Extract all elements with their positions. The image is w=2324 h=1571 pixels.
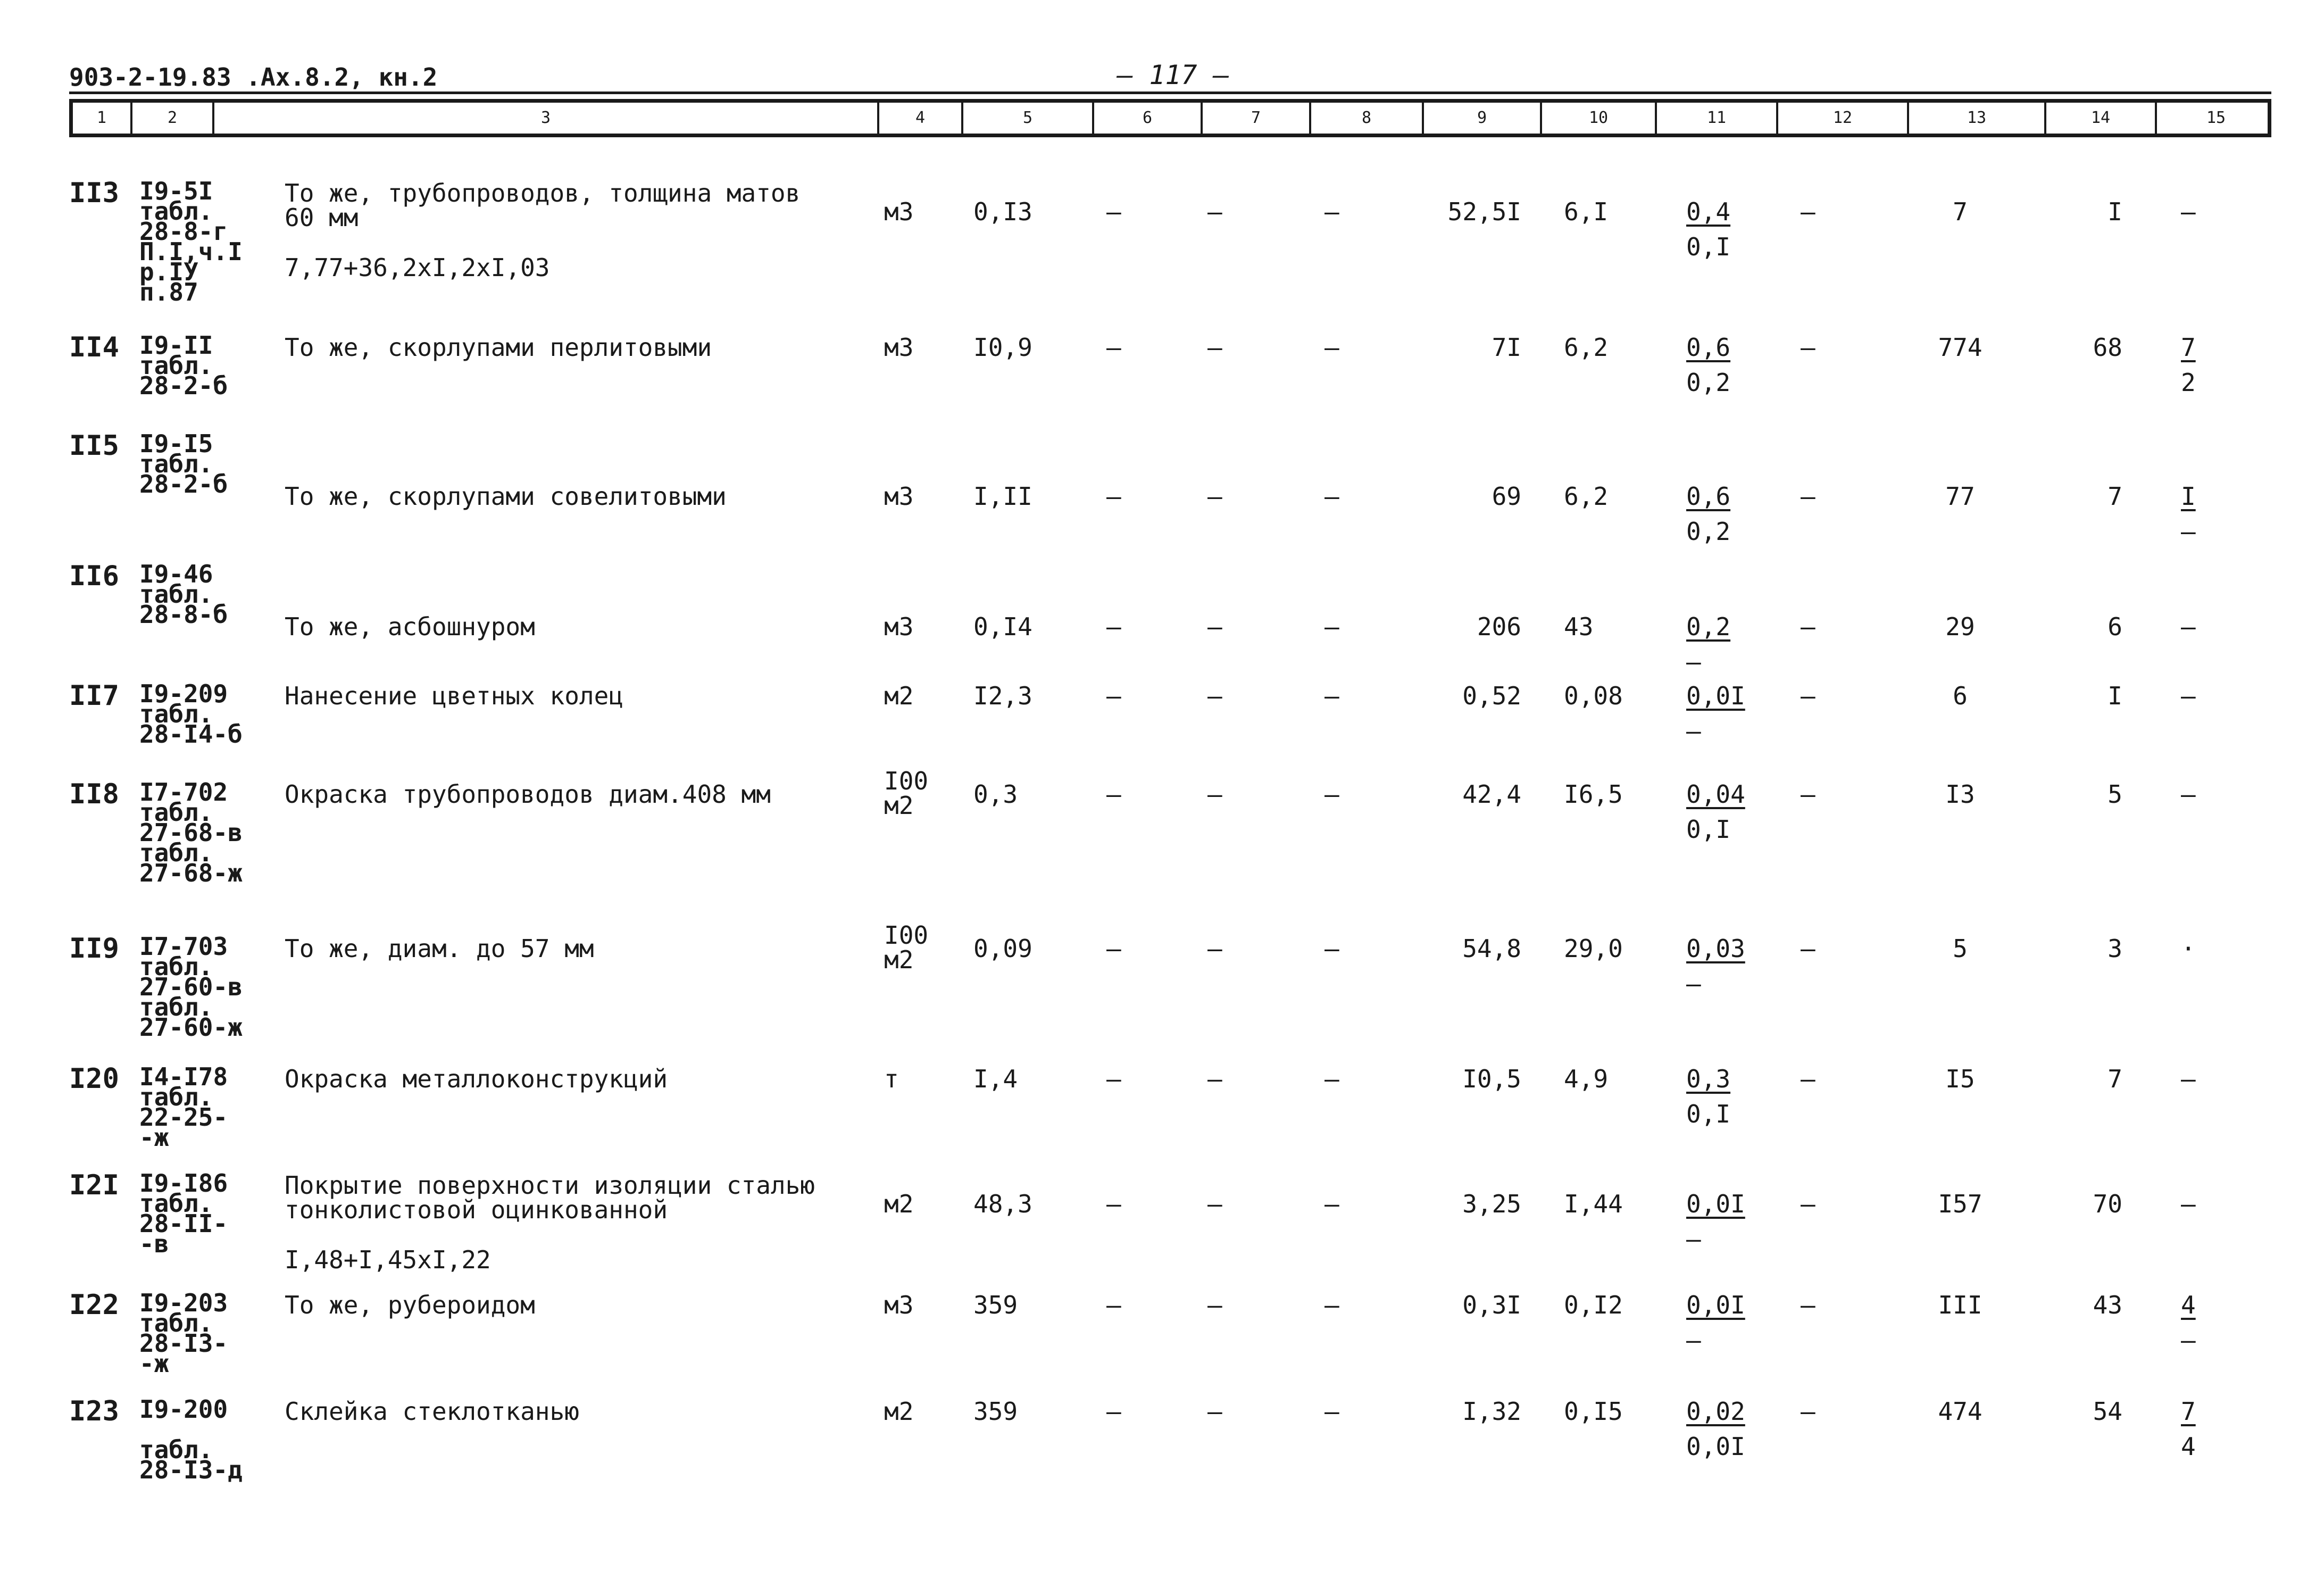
col14-value: 70 [2093,1190,2122,1218]
quantity: I0,9 [973,333,1032,362]
unit: м3 [884,612,914,641]
quantity: 0,I4 [973,612,1032,641]
row-number: II7 [69,680,119,712]
quantity: 0,09 [973,934,1032,963]
row-number: II8 [69,778,119,810]
col13-value: III [1938,1291,1983,1319]
col-head-6: 6 [1092,103,1201,134]
col13-value: 29 [1945,612,1975,641]
col7-value: – [1207,681,1222,710]
unit: м2 [884,1190,914,1218]
col11-numerator: 0,03 [1686,934,1745,963]
col12-value: – [1801,780,1815,809]
col12-value: – [1801,934,1815,963]
col11-denominator: 0,I [1686,1100,1731,1128]
work-description: Покрытие поверхности изоляции сталью тонколистовой оцинкованной [285,1171,815,1224]
norm-code: I9-46 табл. 28-8-б [139,560,228,629]
col11-numerator: 0,0I [1686,1291,1745,1319]
norm-code: I9-I5 табл. 28-2-б [139,429,228,498]
col9-value: 0,52 [1462,681,1521,710]
quantity: 359 [973,1397,1018,1426]
row-number: II5 [69,430,119,462]
col-head-3: 3 [212,103,877,134]
row-number: I2I [69,1169,119,1201]
col-head-2: 2 [130,103,212,134]
col12-value: – [1801,612,1815,641]
col11-numerator: 0,0I [1686,1190,1745,1218]
col13-value: I3 [1945,780,1975,809]
col13-value: 5 [1953,934,1968,963]
quantity: I,II [973,482,1032,511]
col15-numerator: – [2181,197,2196,226]
col11-denominator: 0,I [1686,232,1731,261]
unit: I00 м2 [884,921,929,974]
norm-code: I9-203 табл. 28-I3- -ж [139,1289,228,1378]
col14-value: 54 [2093,1397,2122,1426]
col13-value: 774 [1938,333,1983,362]
work-description: Склейка стеклотканью [285,1397,579,1426]
col15-denominator: – [2181,1326,2196,1354]
col15-numerator: – [2181,612,2196,641]
col8-value: – [1325,1065,1339,1093]
col14-value: 3 [2108,934,2122,963]
unit: м3 [884,333,914,362]
work-description: То же, скорлупами совелитовыми [285,482,727,511]
col9-value: 42,4 [1462,780,1521,809]
col11-denominator: – [1686,647,1701,676]
unit: м2 [884,1397,914,1426]
unit: м2 [884,681,914,710]
quantity: I,4 [973,1065,1018,1093]
col6-value: – [1106,1397,1121,1426]
col6-value: – [1106,681,1121,710]
col6-value: – [1106,612,1121,641]
col15-denominator: 2 [2181,368,2196,397]
col12-value: – [1801,482,1815,511]
col8-value: – [1325,780,1339,809]
col8-value: – [1325,333,1339,362]
col-head-15: 15 [2155,103,2275,134]
work-description: Окраска металлоконструкций [285,1065,668,1093]
norm-code: I9-209 табл. 28-I4-б [139,679,243,749]
col11-numerator: 0,02 [1686,1397,1745,1426]
col13-value: 77 [1945,482,1975,511]
col14-value: 5 [2108,780,2122,809]
row-number: II6 [69,560,119,592]
col8-value: – [1325,1190,1339,1218]
col6-value: – [1106,482,1121,511]
col9-value: 3,25 [1462,1190,1521,1218]
volume-formula: I,48+I,45хI,22 [285,1245,491,1274]
col7-value: – [1207,482,1222,511]
unit: т [884,1065,899,1093]
col7-value: – [1207,612,1222,641]
work-description: То же, трубопроводов, толщина матов 60 мм [285,179,801,232]
col9-value: 69 [1492,482,1521,511]
col-head-11: 11 [1655,103,1776,134]
col10-value: 6,2 [1564,333,1609,362]
col6-value: – [1106,333,1121,362]
col-head-14: 14 [2044,103,2155,134]
col9-value: I,32 [1462,1397,1521,1426]
row-number: I20 [69,1063,119,1095]
quantity: 0,3 [973,780,1018,809]
col8-value: – [1325,1291,1339,1319]
col-head-7: 7 [1201,103,1309,134]
col9-value: 206 [1477,612,1521,641]
col15-numerator: I [2181,482,2196,511]
col15-numerator: – [2181,1190,2196,1218]
norm-code: I9-5I табл. 28-8-г П.I,ч.I р.IУ п.87 [139,177,243,306]
unit: м3 [884,1291,914,1319]
col15-denominator: 4 [2181,1432,2196,1461]
col6-value: – [1106,1190,1121,1218]
quantity: I2,3 [973,681,1032,710]
col14-value: 6 [2108,612,2122,641]
col6-value: – [1106,934,1121,963]
col-head-9: 9 [1422,103,1540,134]
col-head-1: 1 [96,109,107,127]
col12-value: – [1801,333,1815,362]
col8-value: – [1325,197,1339,226]
col7-value: – [1207,1291,1222,1319]
col10-value: 0,08 [1564,681,1623,710]
col10-value: 43 [1564,612,1594,641]
col13-value: 6 [1953,681,1968,710]
col11-numerator: 0,6 [1686,482,1731,511]
col9-value: 7I [1492,333,1521,362]
col15-numerator: 7 [2181,1397,2196,1426]
col11-denominator: – [1686,717,1701,745]
col12-value: – [1801,1190,1815,1218]
col8-value: – [1325,482,1339,511]
col15-numerator: – [2181,1065,2196,1093]
col15-numerator: – [2181,681,2196,710]
col9-value: I0,5 [1462,1065,1521,1093]
col-head-10: 10 [1540,103,1655,134]
col7-value: – [1207,1065,1222,1093]
col11-numerator: 0,4 [1686,197,1731,226]
col-head-12: 12 [1776,103,1907,134]
col6-value: – [1106,1065,1121,1093]
col7-value: – [1207,197,1222,226]
col11-denominator: – [1686,1326,1701,1354]
col10-value: 4,9 [1564,1065,1609,1093]
col14-value: I [2108,197,2122,226]
work-description: То же, асбошнуром [285,612,535,641]
unit: м3 [884,482,914,511]
col7-value: – [1207,1397,1222,1426]
norm-code: I7-703 табл. 27-60-в табл. 27-60-ж [139,932,243,1042]
col-head-5: 5 [961,103,1092,134]
col10-value: 29,0 [1564,934,1623,963]
col10-value: 6,2 [1564,482,1609,511]
col8-value: – [1325,681,1339,710]
col-head-8: 8 [1309,103,1422,134]
doc-header: 903-2-19.83 .Ах.8.2, кн.2 [69,63,438,92]
col14-value: 43 [2093,1291,2122,1319]
col11-denominator: – [1686,969,1701,998]
col12-value: – [1801,1065,1815,1093]
col15-numerator: 4 [2181,1291,2196,1319]
col13-value: 474 [1938,1397,1983,1426]
col6-value: – [1106,197,1121,226]
col12-value: – [1801,1397,1815,1426]
col6-value: – [1106,1291,1121,1319]
col10-value: 0,I2 [1564,1291,1623,1319]
unit: м3 [884,197,914,226]
col14-value: 68 [2093,333,2122,362]
col8-value: – [1325,934,1339,963]
col10-value: 0,I5 [1564,1397,1623,1426]
col15-numerator: 7 [2181,333,2196,362]
work-description: То же, диам. до 57 мм [285,934,594,963]
col11-denominator: – [1686,1225,1701,1253]
col-head-13: 13 [1907,103,2044,134]
norm-code: I9-II табл. 28-2-б [139,331,228,400]
work-description: Нанесение цветных колец [285,681,623,710]
col15-numerator: · [2181,934,2196,963]
col14-value: 7 [2108,1065,2122,1093]
norm-code: I9-200 табл. 28-I3-д [139,1395,243,1484]
row-number: I23 [69,1395,119,1427]
col11-numerator: 0,3 [1686,1065,1731,1093]
work-description: Окраска трубопроводов диам.408 мм [285,780,771,809]
col11-denominator: 0,0I [1686,1432,1745,1461]
row-number: II9 [69,933,119,965]
col11-denominator: 0,2 [1686,517,1731,546]
col13-value: I57 [1938,1190,1983,1218]
col-head-4: 4 [877,103,961,134]
col9-value: 54,8 [1462,934,1521,963]
row-number: II4 [69,331,119,363]
col12-value: – [1801,197,1815,226]
col10-value: 6,I [1564,197,1609,226]
norm-code: I4-I78 табл. 22-25- -ж [139,1062,228,1152]
col12-value: – [1801,1291,1815,1319]
col9-value: 52,5I [1447,197,1521,226]
work-description: То же, рубероидом [285,1291,535,1319]
row-number: I22 [69,1289,119,1321]
col14-value: 7 [2108,482,2122,511]
col15-numerator: – [2181,780,2196,809]
col7-value: – [1207,333,1222,362]
unit: I00 м2 [884,767,929,820]
col11-numerator: 0,2 [1686,612,1731,641]
col7-value: – [1207,1190,1222,1218]
norm-code: I9-I86 табл. 28-II- -в [139,1169,228,1258]
col11-numerator: 0,6 [1686,333,1731,362]
page-number: — 117 — [1117,60,1229,90]
quantity: 48,3 [973,1190,1032,1218]
norm-code: I7-702 табл. 27-68-в табл. 27-68-ж [139,778,243,887]
row-number: II3 [69,177,119,209]
col10-value: I,44 [1564,1190,1623,1218]
col11-denominator: 0,I [1686,815,1731,844]
col13-value: 7 [1953,197,1968,226]
quantity: 0,I3 [973,197,1032,226]
col8-value: – [1325,1397,1339,1426]
col7-value: – [1207,934,1222,963]
col9-value: 0,3I [1462,1291,1521,1319]
col14-value: I [2108,681,2122,710]
col10-value: I6,5 [1564,780,1623,809]
col15-denominator: – [2181,517,2196,546]
quantity: 359 [973,1291,1018,1319]
col11-numerator: 0,04 [1686,780,1745,809]
col7-value: – [1207,780,1222,809]
col6-value: – [1106,780,1121,809]
col13-value: I5 [1945,1065,1975,1093]
volume-formula: 7,77+36,2хI,2хI,03 [285,253,550,282]
col11-numerator: 0,0I [1686,681,1745,710]
work-description: То же, скорлупами перлитовыми [285,333,712,362]
col8-value: – [1325,612,1339,641]
col11-denominator: 0,2 [1686,368,1731,397]
col12-value: – [1801,681,1815,710]
